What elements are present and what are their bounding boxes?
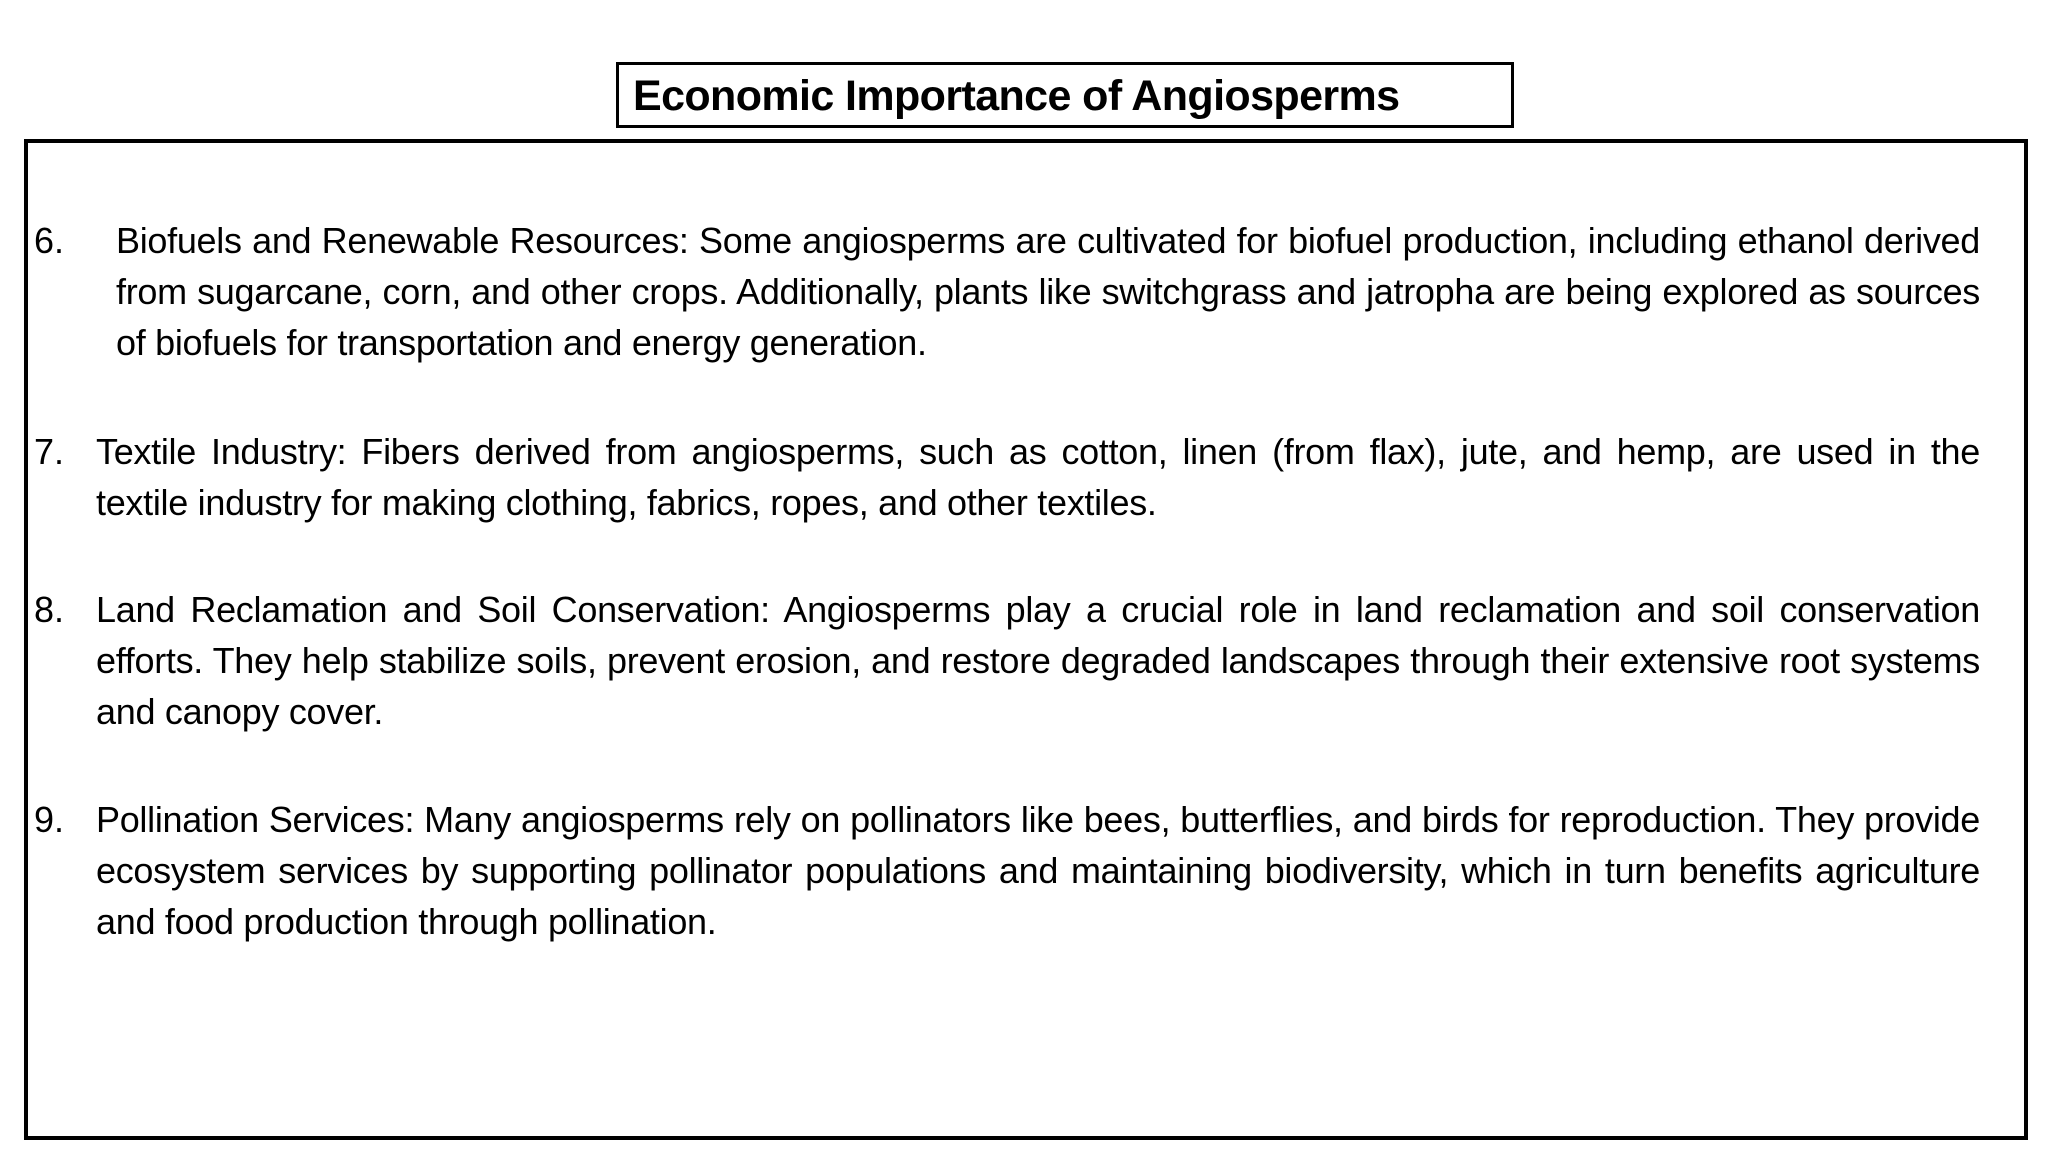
slide-title: Economic Importance of Angiosperms — [633, 72, 1400, 120]
list-item-number: 8. — [34, 589, 65, 630]
list-item-biofuels — [34, 215, 1980, 368]
list-item-text: Land Reclamation and Soil Conservation: Angiosperms play a crucial role in land reclamation and soil conservation efforts. They help stabilize soils, prevent erosion, and restore degraded landscapes through their extensive root systems and canopy cover. — [96, 589, 1980, 732]
list-item-text: Biofuels and Renewable Resources: Some angiosperms are cultivated for biofuel production, including ethanol derived from sugarcane, corn, and other crops. Additionally, plants like switchgrass and jatropha are being explored as sources of biofuels for transportation and energy generation. — [116, 220, 1980, 363]
list-item-land-reclamation — [34, 584, 1980, 737]
content-box — [24, 139, 2028, 1140]
list-item-text: Textile Industry: Fibers derived from angiosperms, such as cotton, linen (from flax), jute, and hemp, are used in the textile industry for making clothing, fabrics, ropes, and other textiles. — [96, 431, 1980, 523]
list-item-number: 9. — [34, 799, 65, 840]
title-box — [616, 62, 1514, 128]
list-item-number: 6. — [34, 220, 65, 261]
list-item-pollination-services — [34, 794, 1980, 947]
list-item-number: 7. — [34, 431, 65, 472]
list-item-text: Pollination Services: Many angiosperms rely on pollinators like bees, butterflies, and birds for reproduction. They provide ecosystem services by supporting pollinator populations and maintaining biodiversity, which in turn benefits agriculture and food production through pollination. — [96, 799, 1980, 942]
list-item-textile-industry — [34, 426, 1980, 528]
